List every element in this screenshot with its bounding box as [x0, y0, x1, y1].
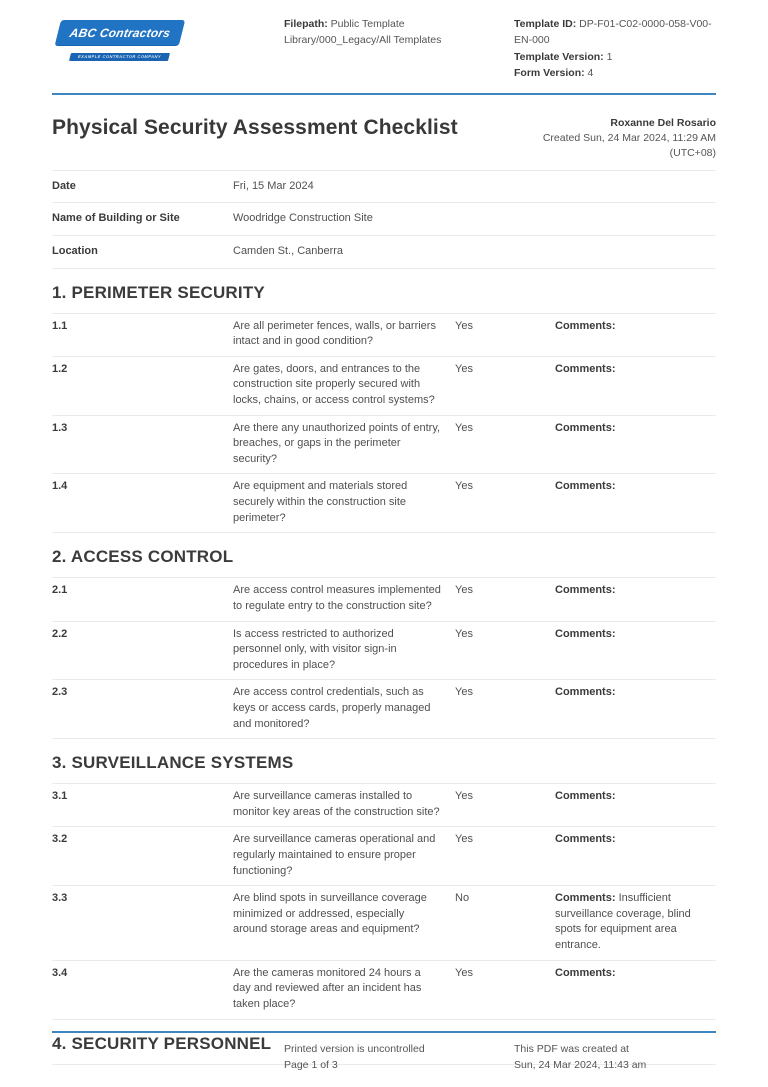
- created-timestamp: Created Sun, 24 Mar 2024, 11:29 AM: [542, 131, 716, 144]
- comments-label: Comments:: [555, 584, 616, 597]
- logo-title: ABC Contractors: [68, 26, 172, 40]
- logo-subtitle: EXAMPLE CONTRACTOR COMPANY: [77, 54, 162, 59]
- template-version-label: Template Version:: [514, 50, 604, 63]
- item-answer: Yes: [455, 584, 473, 597]
- checklist-row: [52, 415, 716, 474]
- template-id-value: DP-F01-C02-0000-058-V00-EN-000: [514, 18, 712, 47]
- form-version-label: Form Version:: [514, 66, 585, 79]
- item-number: 2.2: [52, 627, 68, 640]
- filepath-value: Public Template Library/000_Legacy/All Templates: [284, 18, 442, 47]
- item-number: 3.1: [52, 790, 68, 803]
- checklist-row: [52, 783, 716, 826]
- section-heading: 4. SECURITY PERSONNEL: [52, 1033, 272, 1053]
- item-answer: Yes: [455, 627, 473, 640]
- item-comments: [555, 832, 716, 879]
- page-header: [52, 0, 716, 95]
- meta-label: Location: [52, 245, 98, 257]
- comments-label: Comments:: [555, 627, 616, 640]
- comments-label: Comments:: [555, 790, 616, 803]
- item-question: Are access control credentials, such as keys or access cards, properly managed and monitored?: [233, 686, 431, 730]
- item-number: 3.3: [52, 892, 68, 905]
- page-footer: [52, 1031, 716, 1074]
- item-question: Are the cameras monitored 24 hours a day and reviewed after an incident has taken place?: [233, 966, 422, 1010]
- company-logo: [52, 16, 284, 63]
- item-comments: [555, 362, 716, 409]
- meta-row: [52, 170, 716, 203]
- item-number: 1.3: [52, 421, 68, 434]
- comments-label: Comments:: [555, 421, 616, 434]
- logo-banner: [55, 20, 186, 45]
- footer-print-notice: [284, 1042, 514, 1074]
- checklist-row: [52, 577, 716, 620]
- filepath-block: [284, 16, 514, 49]
- meta-table: [52, 170, 716, 269]
- checklist-row: [52, 473, 716, 532]
- item-comments: [555, 319, 716, 350]
- item-answer: Yes: [455, 966, 473, 979]
- item-number: 1.2: [52, 362, 68, 375]
- section-heading: 3. SURVEILLANCE SYSTEMS: [52, 753, 294, 773]
- item-answer: Yes: [455, 833, 473, 846]
- checklist-row: [52, 313, 716, 356]
- item-question: Are gates, doors, and entrances to the construction site properly secured with locks, chains, or access control systems?: [233, 362, 435, 407]
- item-answer: Yes: [455, 790, 473, 803]
- comments-label: Comments:: [555, 319, 616, 332]
- section-heading: 2. ACCESS CONTROL: [52, 547, 234, 567]
- comments-label: Comments:: [555, 686, 616, 699]
- checklist-row: [52, 679, 716, 738]
- comments-label: Comments:: [555, 892, 616, 905]
- item-comments: [555, 966, 716, 1013]
- template-version-row: [514, 49, 716, 65]
- checklist-row: [52, 621, 716, 680]
- checklist-row: [52, 826, 716, 885]
- comments-label: Comments:: [555, 362, 616, 375]
- meta-row: [52, 202, 716, 235]
- checklist-section: [52, 283, 716, 534]
- creator-block: [543, 116, 716, 161]
- page-title: Physical Security Assessment Checklist: [52, 116, 458, 140]
- footer-page-number: Page 1 of 3: [284, 1058, 338, 1071]
- item-answer: Yes: [455, 480, 473, 493]
- item-question: Is access restricted to authorized personnel only, with visitor sign-in procedures in place?: [233, 627, 397, 671]
- meta-value: Fri, 15 Mar 2024: [233, 179, 314, 192]
- comments-label: Comments:: [555, 480, 616, 493]
- logo-sub-banner: [69, 53, 170, 61]
- item-comments: [555, 583, 716, 614]
- checklist-section: [52, 753, 716, 1019]
- template-version-value: 1: [606, 50, 613, 63]
- title-block: [52, 116, 716, 161]
- author-name: Roxanne Del Rosario: [610, 117, 716, 130]
- meta-value: Woodridge Construction Site: [233, 212, 373, 225]
- item-question: Are surveillance cameras installed to monitor key areas of the construction site?: [233, 790, 440, 818]
- item-number: 2.3: [52, 686, 68, 699]
- item-comments: [555, 789, 716, 820]
- item-question: Are equipment and materials stored securely within the construction site perimeter?: [233, 480, 408, 524]
- checklist-sections: [52, 283, 716, 1065]
- meta-label: Name of Building or Site: [52, 212, 180, 225]
- checklist-row: [52, 885, 716, 959]
- item-question: Are there any unauthorized points of entry, breaches, or gaps in the perimeter security?: [233, 421, 441, 465]
- checklist-section: [52, 547, 716, 739]
- checklist-row: [52, 356, 716, 415]
- footer-uncontrolled-text: Printed version is uncontrolled: [284, 1043, 425, 1055]
- form-version-value: 4: [587, 66, 594, 79]
- item-question: Are surveillance cameras operational and regularly maintained to ensure proper functioning?: [233, 833, 436, 877]
- item-question: Are access control measures implemented to regulate entry to the construction site?: [233, 584, 441, 612]
- item-question: Are all perimeter fences, walls, or barriers intact and in good condition?: [233, 319, 436, 348]
- template-id-row: [514, 16, 716, 49]
- footer-created-timestamp: Sun, 24 Mar 2024, 11:43 am: [514, 1058, 647, 1071]
- section-heading: 1. PERIMETER SECURITY: [52, 282, 265, 302]
- comments-label: Comments:: [555, 966, 616, 979]
- template-id-label: Template ID:: [514, 18, 577, 30]
- meta-row: [52, 235, 716, 268]
- item-comments: [555, 479, 716, 526]
- meta-label: Date: [52, 179, 76, 192]
- item-answer: Yes: [455, 362, 473, 375]
- item-number: 1.4: [52, 480, 68, 493]
- item-comments: [555, 627, 716, 674]
- item-answer: Yes: [455, 686, 473, 699]
- item-answer: Yes: [455, 319, 473, 332]
- item-number: 3.2: [52, 833, 68, 846]
- footer-created-block: [514, 1042, 646, 1074]
- item-comments: Comments: Insufficient surveillance coverage, blind spots for equipment area entrance.: [555, 892, 691, 952]
- item-number: 3.4: [52, 966, 68, 979]
- item-comments: [555, 685, 716, 732]
- comments-label: Comments:: [555, 833, 616, 846]
- item-number: 2.1: [52, 584, 68, 597]
- footer-created-label: This PDF was created at: [514, 1043, 629, 1055]
- item-answer: No: [455, 892, 470, 905]
- item-number: 1.1: [52, 319, 68, 332]
- filepath-label: Filepath:: [284, 18, 328, 30]
- item-question: Are blind spots in surveillance coverage minimized or addressed, especially around storage areas and equipment?: [233, 892, 427, 936]
- form-version-row: [514, 65, 716, 81]
- template-info-block: [514, 16, 716, 81]
- item-answer: Yes: [455, 421, 473, 434]
- checklist-row: [52, 960, 716, 1019]
- timezone: (UTC+08): [669, 146, 716, 159]
- item-comments: [555, 421, 716, 468]
- meta-value: Camden St., Canberra: [233, 245, 344, 257]
